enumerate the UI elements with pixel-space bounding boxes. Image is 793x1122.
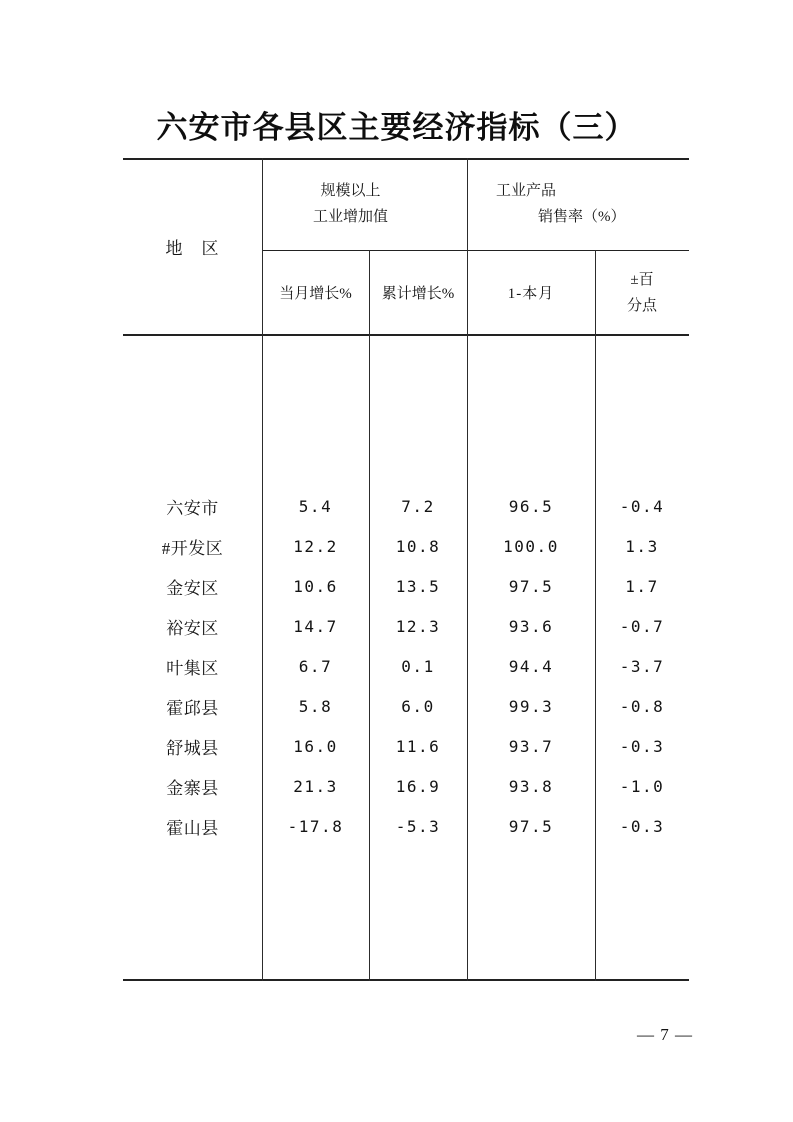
region-cell: #开发区 xyxy=(161,538,224,558)
sales-rate-cell: 94.4 xyxy=(508,656,554,676)
monthly-growth-cell: 5.4 xyxy=(298,496,333,516)
cumulative-growth-cell: 16.9 xyxy=(395,776,441,796)
sales-rate-cell: 99.3 xyxy=(508,696,554,716)
table-row xyxy=(123,566,689,606)
subheader-pp-change-line1: ±百 xyxy=(630,271,654,288)
cumulative-growth-cell: 12.3 xyxy=(395,616,441,636)
table-row xyxy=(123,526,689,566)
header-group2-line2: 销售率（%） xyxy=(538,209,626,225)
monthly-growth-cell: 21.3 xyxy=(293,776,338,796)
region-cell: 六安市 xyxy=(166,498,219,518)
monthly-growth-cell: 16.0 xyxy=(293,736,338,756)
monthly-growth-cell: -17.8 xyxy=(287,816,344,836)
sales-rate-cell: 97.5 xyxy=(508,816,554,836)
sales-rate-cell: 97.5 xyxy=(508,576,554,596)
header-group-industrial-added-value xyxy=(262,158,467,250)
region-cell: 霍邱县 xyxy=(166,698,219,718)
subheader-sales-rate-month: 1-本月 xyxy=(507,286,555,302)
page-number: — 7 — xyxy=(637,1025,693,1044)
header-group-product-sales-rate xyxy=(467,158,689,250)
cumulative-growth-cell: 11.6 xyxy=(395,736,441,756)
table-row xyxy=(123,686,689,726)
sales-rate-cell: 96.5 xyxy=(508,496,554,516)
cumulative-growth-cell: 10.8 xyxy=(395,536,441,556)
table-border-bottom xyxy=(123,979,689,981)
subheader-pp-change-line2: 分点 xyxy=(626,297,657,314)
economic-indicators-table xyxy=(123,158,689,981)
header-group2-line1: 工业产品 xyxy=(496,183,557,199)
region-cell: 裕安区 xyxy=(166,618,219,638)
table-row xyxy=(123,606,689,646)
cumulative-growth-cell: 7.2 xyxy=(401,496,435,516)
table-body xyxy=(123,335,689,979)
cumulative-growth-cell: 0.1 xyxy=(401,656,435,676)
monthly-growth-cell: 5.8 xyxy=(298,696,333,716)
monthly-growth-cell: 10.6 xyxy=(293,576,338,596)
header-group1-line1: 规模以上 xyxy=(320,183,381,199)
pp-change-cell: 1.3 xyxy=(625,536,659,556)
pp-change-cell: -0.3 xyxy=(619,736,665,756)
header-region: 地 区 xyxy=(165,239,220,258)
table-row xyxy=(123,726,689,766)
subheader-monthly-growth: 当月增长% xyxy=(279,286,352,302)
pp-change-cell: 1.7 xyxy=(625,576,659,596)
header-group1-line2: 工业增加值 xyxy=(312,209,388,225)
pp-change-cell: -1.0 xyxy=(619,776,665,796)
table-row xyxy=(123,486,689,526)
monthly-growth-cell: 6.7 xyxy=(298,656,333,676)
sales-rate-cell: 93.7 xyxy=(508,736,554,756)
sales-rate-cell: 100.0 xyxy=(503,536,559,556)
table-row xyxy=(123,806,689,846)
cumulative-growth-cell: -5.3 xyxy=(395,816,441,836)
table-row xyxy=(123,766,689,806)
table-row xyxy=(123,646,689,686)
region-cell: 金寨县 xyxy=(166,778,219,798)
monthly-growth-cell: 12.2 xyxy=(293,536,338,556)
cumulative-growth-cell: 6.0 xyxy=(401,696,435,716)
region-cell: 霍山县 xyxy=(166,818,219,838)
pp-change-cell: -0.3 xyxy=(619,816,665,836)
sales-rate-cell: 93.6 xyxy=(508,616,554,636)
monthly-growth-cell: 14.7 xyxy=(293,616,338,636)
pp-change-cell: -3.7 xyxy=(619,656,665,676)
sales-rate-cell: 93.8 xyxy=(508,776,554,796)
cumulative-growth-cell: 13.5 xyxy=(395,576,441,596)
subheader-cumulative-growth: 累计增长% xyxy=(381,286,455,302)
subheader-pp-change xyxy=(595,250,689,335)
pp-change-cell: -0.7 xyxy=(619,616,665,636)
region-cell: 金安区 xyxy=(166,578,219,598)
pp-change-cell: -0.8 xyxy=(619,696,665,716)
region-cell: 叶集区 xyxy=(166,658,219,678)
region-cell: 舒城县 xyxy=(166,738,219,758)
pp-change-cell: -0.4 xyxy=(619,496,665,516)
page-title: 六安市各县区主要经济指标（三） xyxy=(156,110,637,146)
